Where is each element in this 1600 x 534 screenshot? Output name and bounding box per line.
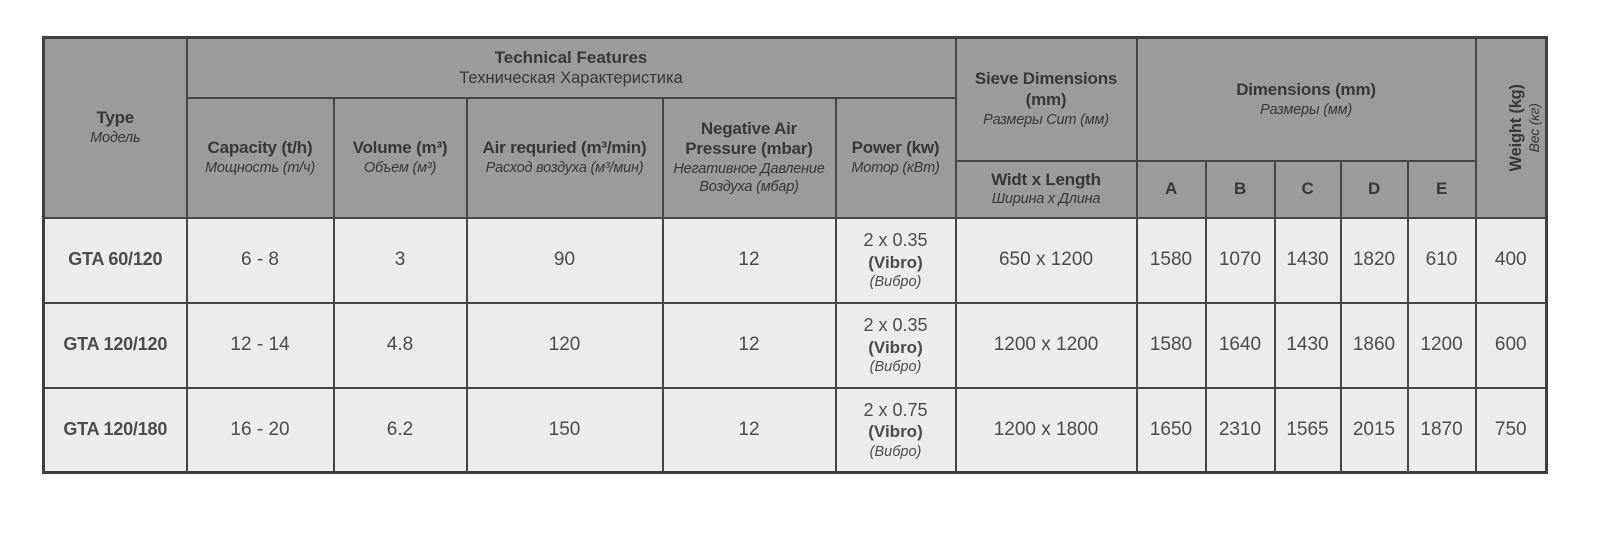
header-power-ru: Мотор (кВт) [851, 159, 940, 176]
header-width-x-length [956, 161, 1137, 218]
header-dimensions-ru: Размеры (мм) [1260, 101, 1352, 118]
header-weight-rotated [1505, 84, 1543, 171]
cell-volume: 4.8 [334, 303, 467, 388]
header-technical-features-ru: Техническая Характеристика [459, 69, 683, 88]
header-row-1 [44, 38, 1547, 98]
power-value: 2 x 0.35 [863, 315, 928, 336]
cell-dim-a: 1650 [1137, 388, 1206, 473]
power-vibro-ru: (Вибро) [869, 358, 922, 375]
cell-capacity: 6 - 8 [187, 218, 334, 303]
table-row [44, 303, 1547, 388]
header-negative-air-pressure-en: Negative Air Pressure (mbar) [685, 118, 813, 159]
cell-negative-air-pressure: 12 [663, 218, 836, 303]
header-volume [334, 98, 467, 218]
type-value: GTA 120/180 [63, 418, 168, 439]
header-dim-a-label: A [1164, 178, 1178, 198]
power-vibro-en: (Vibro) [868, 337, 923, 357]
header-negative-air-pressure [663, 98, 836, 218]
cell-power [836, 388, 956, 473]
cell-air-required: 90 [467, 218, 663, 303]
cell-dim-a: 1580 [1137, 218, 1206, 303]
cell-dim-d: 1860 [1341, 303, 1408, 388]
header-dimensions-en: Dimensions (mm) [1236, 79, 1376, 99]
cell-capacity: 16 - 20 [187, 388, 334, 473]
header-weight-en: Weight (kg) [1506, 83, 1525, 172]
header-dim-e-label: E [1435, 178, 1448, 198]
cell-sieve: 1200 x 1800 [956, 388, 1137, 473]
header-power [836, 98, 956, 218]
header-power-en: Power (kw) [851, 138, 940, 158]
power-vibro-en: (Vibro) [868, 422, 923, 442]
header-volume-en: Volume (m³) [352, 138, 448, 158]
header-dim-b-label: B [1233, 178, 1247, 198]
header-technical-features [187, 38, 956, 98]
header-air-required-ru: Расход воздуха (м³/мин) [485, 159, 644, 176]
cell-type [44, 388, 187, 473]
cell-weight: 600 [1476, 303, 1547, 388]
header-dim-c-label: C [1301, 178, 1314, 198]
power-vibro-ru: (Вибро) [869, 273, 922, 290]
header-type-ru: Модель [90, 130, 141, 147]
cell-power [836, 218, 956, 303]
cell-type [44, 303, 187, 388]
header-capacity [187, 98, 334, 218]
cell-dim-b: 1640 [1206, 303, 1275, 388]
power-vibro-ru: (Вибро) [869, 443, 922, 460]
cell-capacity: 12 - 14 [187, 303, 334, 388]
cell-dim-d: 2015 [1341, 388, 1408, 473]
header-dimensions [1137, 38, 1476, 161]
table-row [44, 218, 1547, 303]
header-dim-a [1137, 161, 1206, 218]
cell-type [44, 218, 187, 303]
cell-sieve: 650 x 1200 [956, 218, 1137, 303]
spec-table-container [42, 36, 1548, 474]
cell-sieve: 1200 x 1200 [956, 303, 1137, 388]
cell-dim-b: 1070 [1206, 218, 1275, 303]
cell-negative-air-pressure: 12 [663, 303, 836, 388]
header-sieve-dimensions [956, 38, 1137, 161]
power-value: 2 x 0.35 [863, 230, 928, 251]
header-volume-ru: Объем (м³) [363, 159, 437, 176]
type-value: GTA 60/120 [68, 249, 163, 269]
header-type [44, 38, 187, 218]
cell-dim-c: 1430 [1275, 303, 1341, 388]
power-vibro-en: (Vibro) [868, 252, 923, 272]
cell-air-required: 150 [467, 388, 663, 473]
cell-dim-c: 1430 [1275, 218, 1341, 303]
table-row [44, 388, 1547, 473]
cell-dim-c: 1565 [1275, 388, 1341, 473]
header-weight [1476, 38, 1547, 218]
header-dim-e [1408, 161, 1476, 218]
header-sieve-dimensions-en: Sieve Dimensions (mm) [974, 69, 1118, 110]
header-air-required-en: Air requried (m³/min) [482, 138, 647, 158]
cell-negative-air-pressure: 12 [663, 388, 836, 473]
cell-weight: 750 [1476, 388, 1547, 473]
header-width-x-length-ru: Ширина х Длина [991, 191, 1101, 208]
header-air-required [467, 98, 663, 218]
header-weight-ru: Вес (кг) [1525, 102, 1542, 153]
header-technical-features-en: Technical Features [494, 47, 648, 67]
header-dim-d-label: D [1367, 178, 1381, 198]
cell-dim-b: 2310 [1206, 388, 1275, 473]
cell-dim-e: 610 [1408, 218, 1476, 303]
header-dim-d [1341, 161, 1408, 218]
power-value: 2 x 0.75 [863, 399, 928, 420]
cell-dim-e: 1200 [1408, 303, 1476, 388]
header-dim-c [1275, 161, 1341, 218]
type-value: GTA 120/120 [63, 334, 168, 354]
header-negative-air-pressure-ru: Негативное Давление Воздуха (мбар) [673, 161, 825, 196]
spec-table [42, 36, 1548, 474]
header-capacity-en: Capacity (t/h) [207, 138, 313, 158]
header-type-en: Type [96, 108, 135, 128]
cell-volume: 3 [334, 218, 467, 303]
header-sieve-dimensions-ru: Размеры Сит (мм) [983, 111, 1109, 128]
cell-air-required: 120 [467, 303, 663, 388]
header-width-x-length-en: Widt x Length [991, 169, 1101, 189]
cell-volume: 6.2 [334, 388, 467, 473]
cell-weight: 400 [1476, 218, 1547, 303]
cell-dim-e: 1870 [1408, 388, 1476, 473]
header-capacity-ru: Мощность (т/ч) [205, 159, 315, 176]
cell-power [836, 303, 956, 388]
header-dim-b [1206, 161, 1275, 218]
cell-dim-d: 1820 [1341, 218, 1408, 303]
cell-dim-a: 1580 [1137, 303, 1206, 388]
